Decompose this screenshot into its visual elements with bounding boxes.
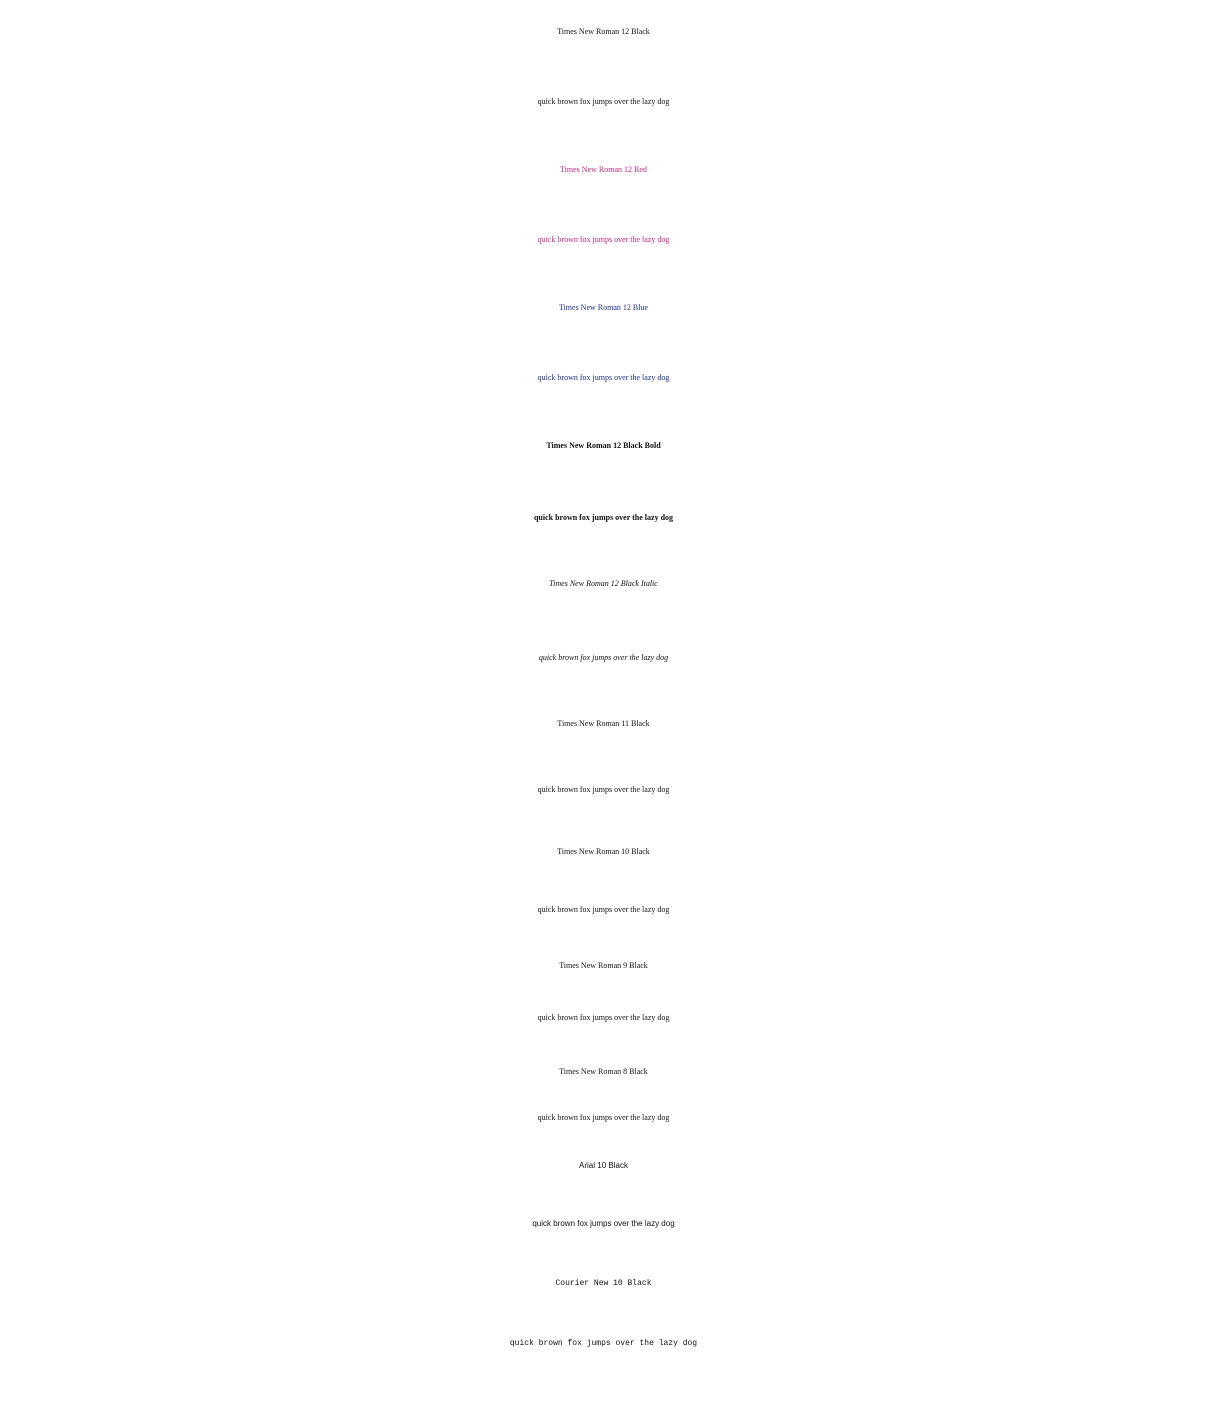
tnr11-sample: quick brown fox jumps over the lazy dog: [537, 785, 670, 794]
tnr11-label: Times New Roman 11 Black: [557, 719, 650, 728]
tnr12-black-label: Times New Roman 12 Black: [557, 27, 650, 36]
tnr12-black-sample: quick brown fox jumps over the lazy dog: [537, 97, 670, 106]
courier10-sample: quick brown fox jumps over the lazy dog: [509, 1339, 698, 1348]
tnr8-label: Times New Roman 8 Black: [559, 1067, 648, 1076]
tnr12-italic-sample: quick brown fox jumps over the lazy dog: [538, 653, 669, 662]
tnr10-sample: quick brown fox jumps over the lazy dog: [537, 905, 670, 914]
tnr12-red-label: Times New Roman 12 Red: [560, 165, 647, 174]
tnr9-sample: quick brown fox jumps over the lazy dog: [537, 1013, 670, 1022]
tnr9-label: Times New Roman 9 Black: [559, 961, 648, 970]
tnr12-blue-sample: quick brown fox jumps over the lazy dog: [537, 373, 670, 382]
tnr12-bold-label: Times New Roman 12 Black Bold: [546, 441, 661, 450]
tnr12-red-sample: quick brown fox jumps over the lazy dog: [537, 235, 670, 244]
tnr12-blue-label: Times New Roman 12 Blue: [558, 303, 649, 312]
tnr12-italic-label: Times New Roman 12 Black Italic: [549, 579, 658, 588]
tnr8-sample: quick brown fox jumps over the lazy dog: [537, 1113, 670, 1122]
tnr10-label: Times New Roman 10 Black: [557, 847, 650, 856]
arial10-label: Arial 10 Black: [579, 1161, 628, 1170]
courier10-label: Courier New 10 Black: [555, 1279, 652, 1288]
tnr12-bold-sample: quick brown fox jumps over the lazy dog: [533, 513, 674, 522]
arial10-sample: quick brown fox jumps over the lazy dog: [532, 1219, 675, 1228]
